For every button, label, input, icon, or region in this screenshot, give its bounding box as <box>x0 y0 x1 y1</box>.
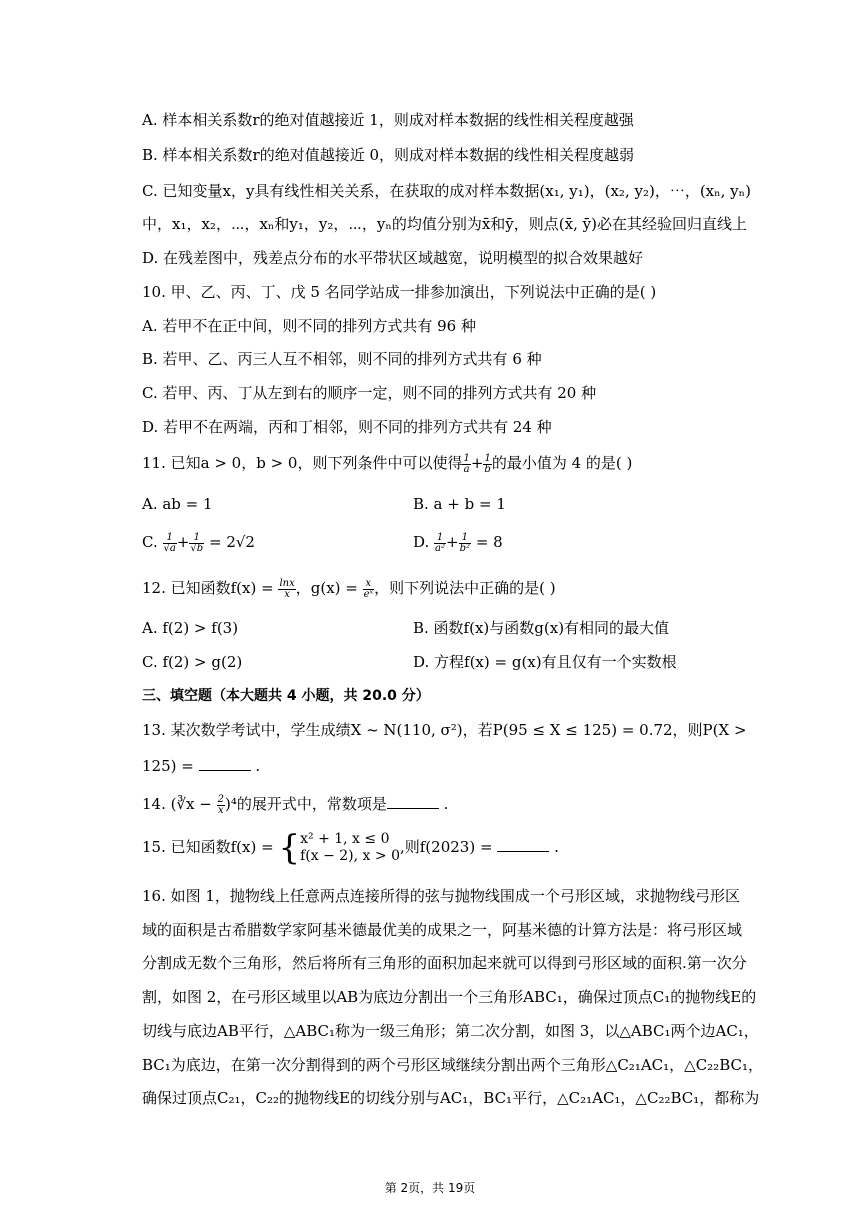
q13-line1: 13. 某次数学考试中，学生成绩X ~ N(110, σ²)，若P(95 ≤ X ≤ 125) = 0.72，则P(X > <box>142 721 747 739</box>
q11-frac-1b: $\frac{1}{b}$ <box>484 452 491 475</box>
q14-stem: 14. (∛x − $\frac{2}{x}$ )⁴的展开式中，常数项是 . <box>142 793 449 816</box>
plus-sign: + <box>470 454 484 472</box>
q16-line4: 割，如图 2，在弓形区域里以AB为底边分割出一个三角形ABC₁，确保过顶点C₁的抛物线E的 <box>142 988 757 1006</box>
q13-answer-blank[interactable] <box>199 756 251 771</box>
q15-answer-blank[interactable] <box>497 837 549 852</box>
q16-line1: 16. 如图 1，抛物线上任意两点连接所得的弦与抛物线围成一个弓形区域，求抛物线弓形区 <box>142 887 740 905</box>
q9-option-b: B. 样本相关系数r的绝对值越接近 0，则成对样本数据的线性相关程度越弱 <box>142 146 635 164</box>
q16-line2: 域的面积是古希腊数学家阿基米德最优美的成果之一，阿基米德的计算方法是：将弓形区域 <box>142 921 743 939</box>
q10-option-b: B. 若甲、乙、丙三人互不相邻，则不同的排列方式共有 6 种 <box>142 350 542 368</box>
q9-option-d: D. 在残差图中，残差点分布的水平带状区域越宽，说明模型的拟合效果越好 <box>142 249 644 267</box>
q11-option-c: C. $\frac{1}{√a}$ + $\frac{1}{√b}$ = 2√2 <box>142 531 255 554</box>
q15-brace: { <box>278 828 301 868</box>
q12-option-b: B. 函数f(x)与函数g(x)有相同的最大值 <box>413 619 670 637</box>
q12-option-a: A. f(2) > f(3) <box>142 619 239 637</box>
q12-option-d: D. 方程f(x) = g(x)有且仅有一个实数根 <box>413 653 677 671</box>
q11-frac-1a: $\frac{1}{a}$ <box>463 452 470 475</box>
section-fill-in-heading: 三、填空题（本大题共 4 小题，共 20.0 分） <box>142 688 430 704</box>
q15-piecewise: x² + 1, x ≤ 0 f(x − 2), x > 0 <box>300 831 400 864</box>
q12-stem: 12. 已知函数f(x) = $\frac{\ln x}{x}$ ，g(x) = $\frac{x}{\text{eˣ}}$ ，则下列说法中正确的是( ) <box>142 577 556 600</box>
q16-line3: 分割成无数个三角形，然后将所有三角形的面积加起来就可以得到弓形区域的面积.第一次分 <box>142 954 747 972</box>
q10-option-d: D. 若甲不在两端，丙和丁相邻，则不同的排列方式共有 24 种 <box>142 418 552 436</box>
q13-line2: 125) = . <box>142 757 261 775</box>
q11-stem-start: 11. 已知a > 0，b > 0，则下列条件中可以使得 <box>142 454 463 472</box>
page-footer: 第 2页，共 19页 <box>384 1181 476 1195</box>
q11-frac-c2: $\frac{1}{√b}$ <box>190 531 204 554</box>
q16-line6: BC₁为底边，在第一次分割得到的两个弓形区域继续分割出两个三角形△C₂₁AC₁，△C₂₂BC₁， <box>142 1056 763 1074</box>
q10-option-c: C. 若甲、丙、丁从左到右的顺序一定，则不同的排列方式共有 20 种 <box>142 384 597 402</box>
q11-stem-end: 的最小值为 4 的是( ) <box>491 454 633 472</box>
q9-option-c-line1: C. 已知变量x，y具有线性相关关系，在获取的成对样本数据(x₁, y₁)，(x₂, y₂)，⋯，(xₙ, yₙ) <box>142 182 751 200</box>
q9-option-a: A. 样本相关系数r的绝对值越接近 1，则成对样本数据的线性相关程度越强 <box>142 111 634 129</box>
q11-frac-d1: $\frac{1}{\text{a²}}$ <box>435 531 446 554</box>
q11-frac-d2: $\frac{1}{\text{b²}}$ <box>459 531 471 554</box>
q10-stem: 10. 甲、乙、丙、丁、戊 5 名同学站成一排参加演出，下列说法中正确的是( ) <box>142 283 657 301</box>
q16-line5: 切线与底边AB平行，△ABC₁称为一级三角形；第二次分割，如图 3，以△ABC₁两个边AC₁， <box>142 1022 759 1040</box>
q16-line7: 确保过顶点C₂₁，C₂₂的抛物线E的切线分别与AC₁，BC₁平行，△C₂₁AC₁，△C₂₂BC₁，都称为 <box>142 1089 760 1107</box>
q11-option-b: B. a + b = 1 <box>413 495 506 513</box>
q9-option-c-line2: 中，x₁，x₂，⋯，xₙ和y₁，y₂，⋯，yₙ的均值分别为x̄和ȳ，则点(x̄, ȳ)必在其经验回归直线上 <box>142 215 747 233</box>
q14-frac: $\frac{2}{x}$ <box>217 793 224 816</box>
q11-option-a: A. ab = 1 <box>142 495 213 513</box>
q12-frac-g: $\frac{x}{\text{eˣ}}$ <box>363 577 374 600</box>
q11-frac-c1: $\frac{1}{√a}$ <box>163 531 176 554</box>
q12-frac-f: $\frac{\ln x}{x}$ <box>279 577 295 600</box>
q15-stem: 15. 已知函数f(x) = { x² + 1, x ≤ 0 f(x − 2), x > 0 ,则f(2023) = . <box>142 828 559 868</box>
q14-answer-blank[interactable] <box>387 794 439 809</box>
q10-option-a: A. 若甲不在正中间，则不同的排列方式共有 96 种 <box>142 317 476 335</box>
q12-option-c: C. f(2) > g(2) <box>142 653 243 671</box>
q11-stem <box>142 453 632 475</box>
q11-option-d: D. $\frac{1}{\text{a²}}$ + $\frac{1}{\text{b²}}$ = 8 <box>413 531 503 554</box>
